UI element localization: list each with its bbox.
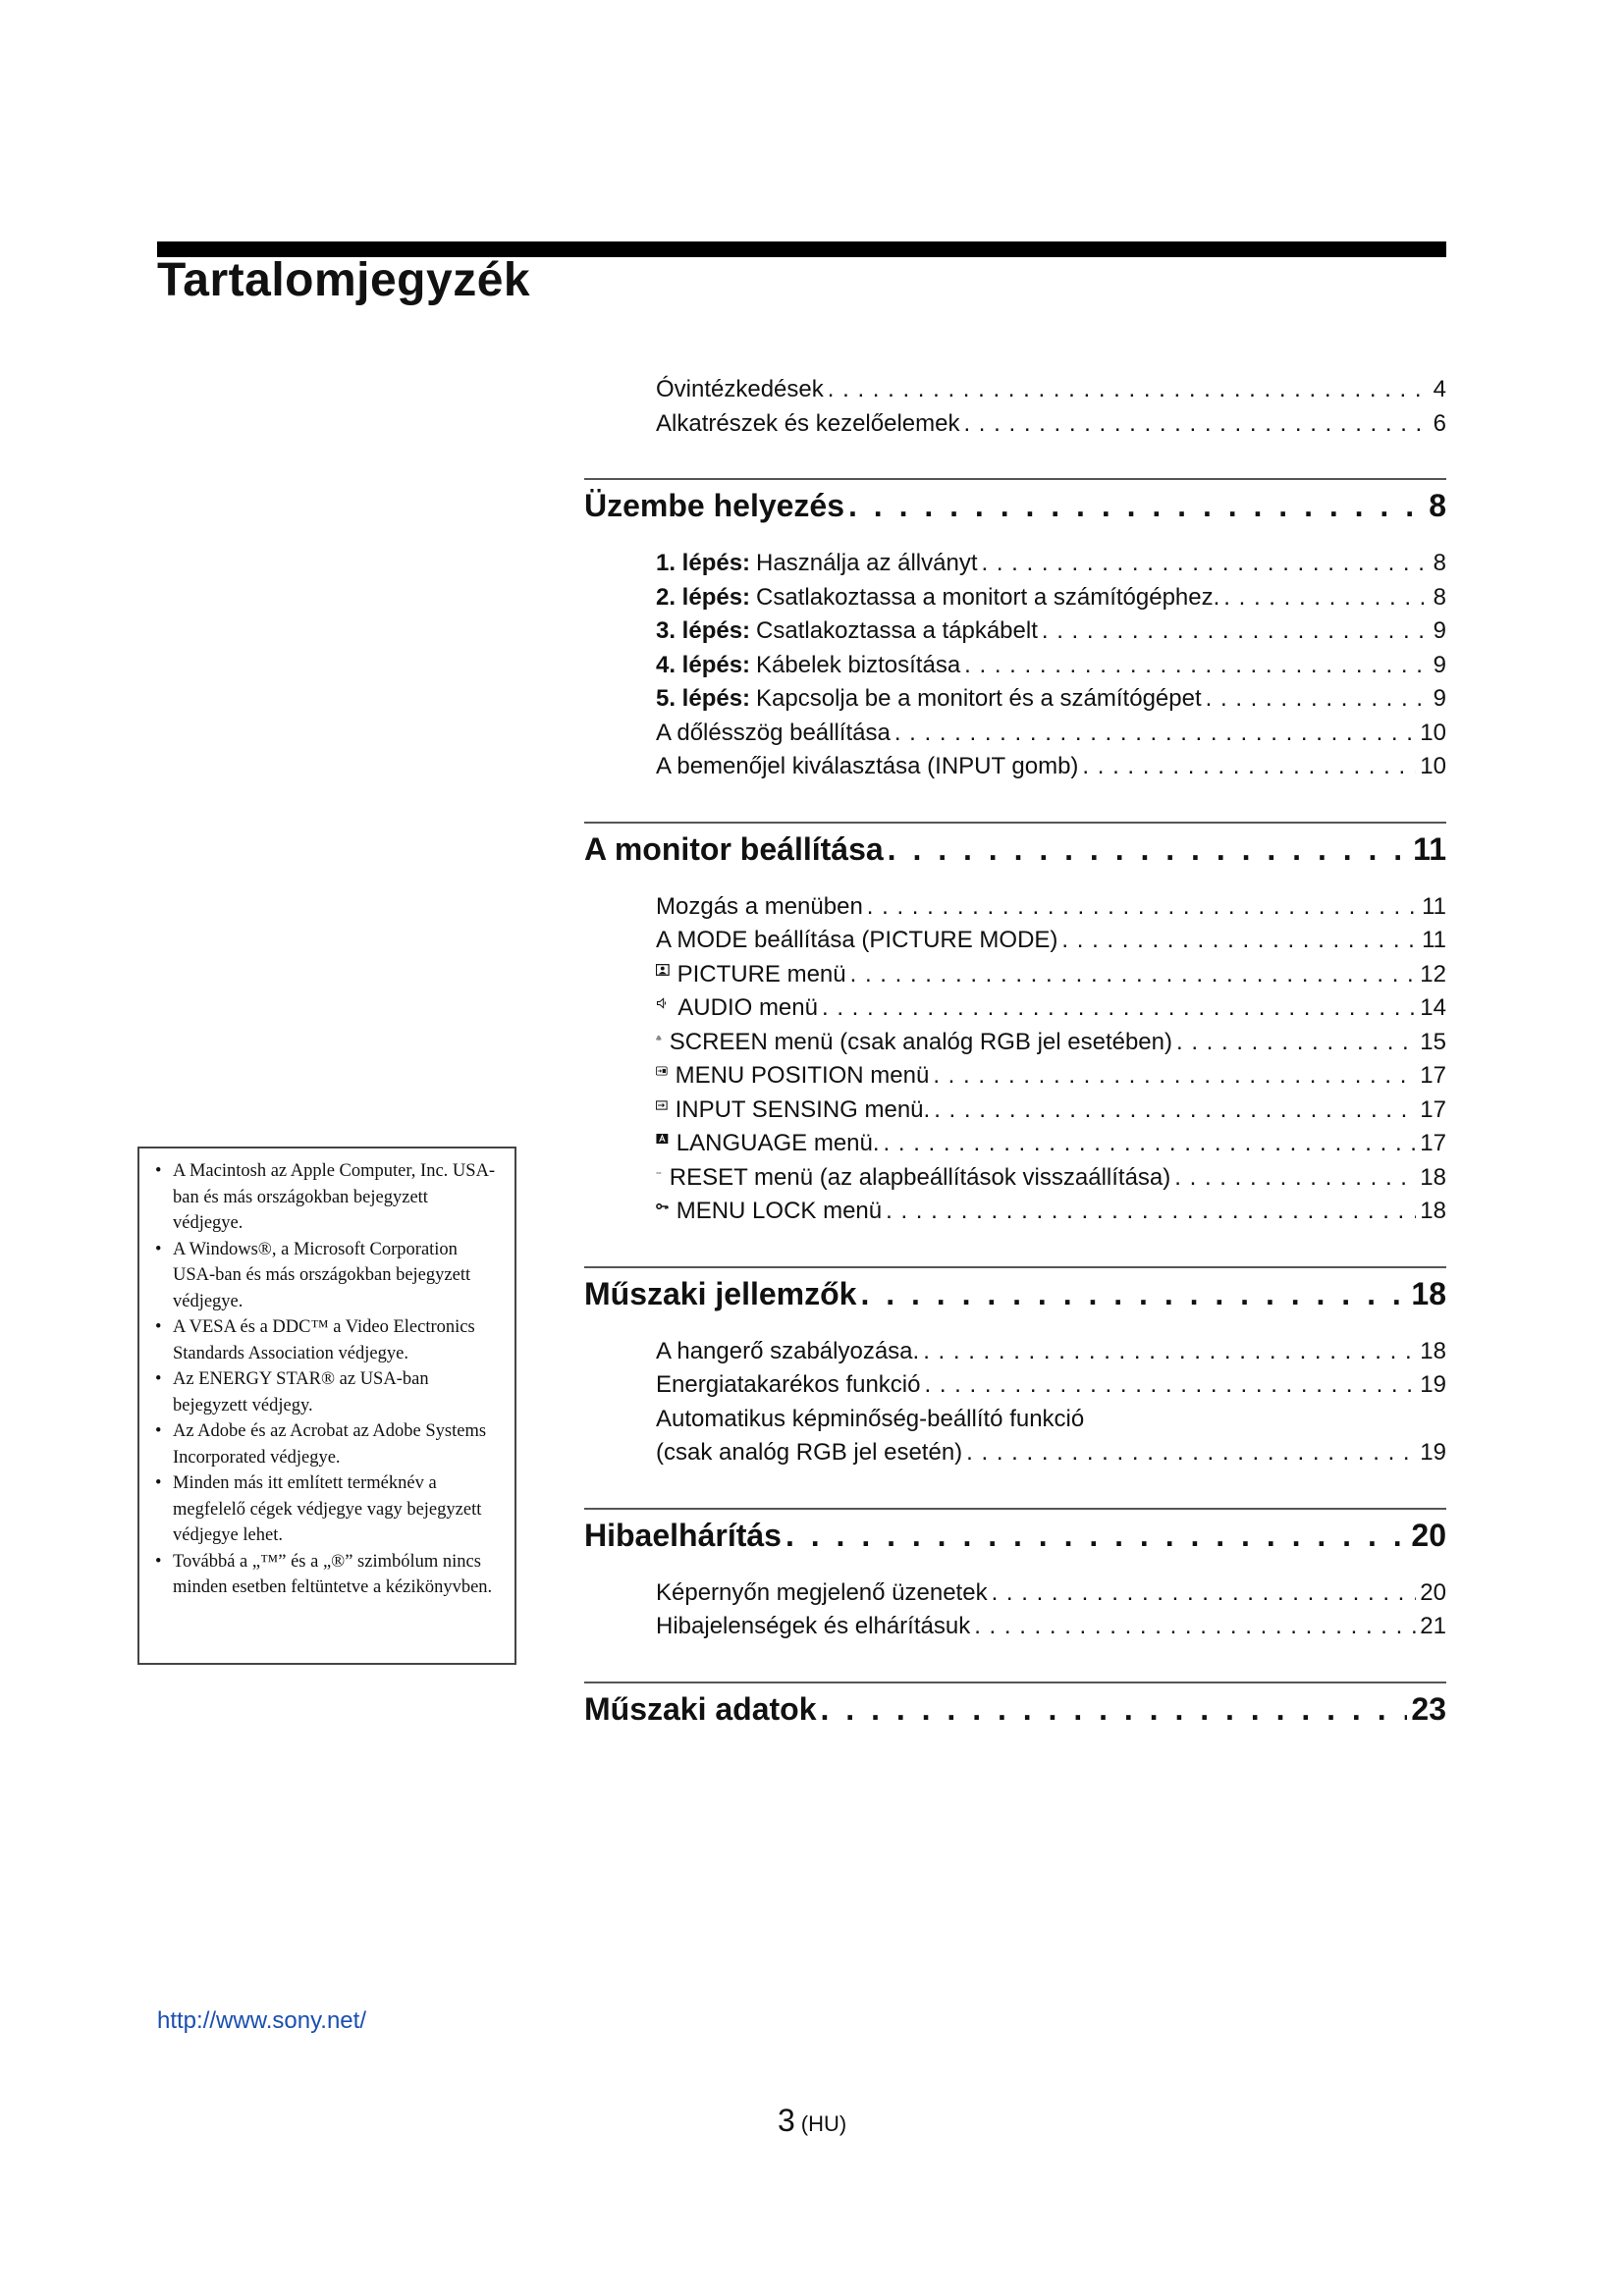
toc-page-number: 6: [1433, 409, 1446, 437]
menu-position-icon: [656, 1059, 668, 1083]
trademark-item: • A VESA és a DDC™ a Video Electronics Standards Association védjegye.: [151, 1314, 497, 1366]
screen-icon: [656, 1026, 662, 1049]
trademark-item: • A Windows®, a Microsoft Corporation USA-ban és más országokban bejegyzett védjegye.: [151, 1237, 497, 1315]
step-label: 5. lépés:: [656, 685, 751, 712]
dot-leader: [821, 1687, 1408, 1731]
dot-leader: [860, 1272, 1407, 1315]
toc-entry-title: RESET menü (az alapbeállítások visszaállítása): [669, 1163, 1171, 1191]
section-heading-title: Üzembe helyezés: [584, 488, 845, 523]
toc-section: [584, 1682, 1446, 1731]
dot-leader: [1174, 1161, 1416, 1196]
dot-leader: [1061, 924, 1418, 958]
toc-entry[interactable]: [584, 407, 1446, 442]
dot-leader: [828, 373, 1430, 407]
section-heading-title: Műszaki adatok: [584, 1690, 817, 1727]
dot-leader: [1042, 614, 1430, 649]
section-page-number: 20: [1411, 1517, 1446, 1553]
toc-page-number: 20: [1420, 1578, 1446, 1606]
toc-entry[interactable]: [584, 1195, 1446, 1229]
toc-page-number: 8: [1433, 550, 1446, 576]
section-entries: [584, 1335, 1446, 1470]
dot-leader: [867, 890, 1418, 925]
toc-page-number: 19: [1420, 1439, 1446, 1466]
section-entries: [584, 547, 1446, 784]
toc-page-number: 11: [1422, 927, 1446, 953]
dot-leader: [992, 1576, 1417, 1611]
dot-leader: [963, 407, 1429, 442]
dot-leader: [924, 1368, 1416, 1403]
dot-leader: [894, 717, 1416, 751]
toc-section: [584, 1266, 1446, 1470]
speaker-icon: [656, 991, 670, 1015]
section-heading[interactable]: [584, 822, 1446, 871]
trademark-item: • A Macintosh az Apple Computer, Inc. USA-ban és más országokban bejegyzett védjegye.: [151, 1158, 497, 1237]
trademark-item: • Minden más itt említett terméknév a megfelelő cégek védjegye vagy bejegyzett védjegye lehet.: [151, 1470, 497, 1549]
toc-entry-title: Mozgás a menüben: [656, 892, 863, 920]
dot-leader: [982, 547, 1430, 581]
toc-entry[interactable]: [584, 1335, 1446, 1369]
intro-entries: [584, 373, 1446, 441]
trademark-item: • Az Adobe és az Acrobat az Adobe Systems Incorporated védjegye.: [151, 1418, 497, 1470]
toc-page-number: 17: [1420, 1130, 1446, 1156]
toc-page-number: 18: [1420, 1198, 1446, 1224]
toc-page-number: 12: [1420, 960, 1446, 988]
dot-leader: [785, 1514, 1407, 1557]
section-entries: [584, 1576, 1446, 1644]
trademark-item: • Az ENERGY STAR® az USA-ban bejegyzett védjegy.: [151, 1366, 497, 1418]
trademark-list: [151, 1158, 497, 1601]
dot-leader: [1223, 581, 1429, 615]
toc-entry[interactable]: [584, 614, 1446, 649]
toc-entry[interactable]: [584, 890, 1446, 925]
toc-page-number: 9: [1433, 651, 1446, 678]
dot-leader: [848, 484, 1425, 527]
toc-entry-title: Automatikus képminőség-beállító funkció: [656, 1405, 1085, 1432]
dot-leader: [1176, 1026, 1416, 1060]
toc-page-number: 18: [1420, 1337, 1446, 1364]
trademark-item: • Továbbá a „™” és a „®” szimbólum nincs minden esetben feltüntetve a kézikönyvben.: [151, 1549, 497, 1601]
toc-entry[interactable]: [584, 1026, 1446, 1060]
section-heading-title: Hibaelhárítás: [584, 1517, 782, 1553]
toc-entry[interactable]: [584, 1161, 1446, 1196]
toc-entry-title: MENU POSITION menü: [675, 1062, 930, 1089]
table-of-contents: [584, 373, 1446, 1750]
toc-entry-title: PICTURE menü: [677, 960, 846, 988]
page-language: (HU): [800, 2111, 847, 2136]
toc-entry[interactable]: [584, 1403, 1446, 1437]
page-number: [778, 2103, 846, 2139]
section-page-number: 11: [1413, 830, 1446, 867]
section-page-number: 18: [1411, 1275, 1446, 1311]
toc-entry[interactable]: [584, 649, 1446, 683]
toc-entry-continuation[interactable]: [584, 1436, 1446, 1470]
toc-entry-title: Használja az állványt: [756, 550, 978, 576]
input-sensing-icon: [656, 1094, 668, 1117]
section-entries: [584, 890, 1446, 1229]
sony-website-link[interactable]: http://www.sony.net/: [157, 2007, 366, 2034]
toc-page-number: 8: [1433, 583, 1446, 611]
section-heading[interactable]: [584, 1508, 1446, 1557]
toc-entry-title: Csatlakoztassa a tápkábelt: [756, 617, 1038, 644]
reset-icon: [656, 1161, 662, 1185]
key-icon: [656, 1195, 669, 1218]
toc-entry[interactable]: [584, 750, 1446, 784]
toc-page-number: 19: [1420, 1371, 1446, 1398]
toc-entry[interactable]: [584, 1127, 1446, 1161]
dot-leader: [822, 991, 1416, 1026]
dot-leader: [966, 1436, 1416, 1470]
dot-leader: [884, 1127, 1417, 1161]
toc-page-number: 11: [1422, 892, 1446, 920]
picture-icon: [656, 958, 670, 982]
toc-entry-title: Óvintézkedések: [656, 376, 824, 402]
toc-entry-title: SCREEN menü (csak analóg RGB jel esetében): [669, 1028, 1172, 1055]
toc-entry-title: Energiatakarékos funkció: [656, 1371, 921, 1398]
toc-entry-title: AUDIO menü: [677, 994, 818, 1021]
step-label: 4. lépés:: [656, 651, 751, 678]
section-heading-title: Műszaki jellemzők: [584, 1275, 857, 1311]
toc-section: [584, 1508, 1446, 1644]
toc-entry[interactable]: [584, 717, 1446, 751]
toc-entry-title: MENU LOCK menü: [676, 1198, 883, 1224]
dot-leader: [933, 1059, 1416, 1094]
toc-entry-title: A hangerő szabályozása.: [656, 1337, 920, 1364]
toc-entry-title: (csak analóg RGB jel esetén): [656, 1439, 963, 1466]
dot-leader: [1082, 750, 1416, 784]
section-heading-title: A monitor beállítása: [584, 830, 884, 867]
section-page-number: 23: [1411, 1690, 1446, 1727]
dot-leader: [850, 958, 1417, 992]
toc-entry[interactable]: [584, 958, 1446, 992]
toc-section: [584, 478, 1446, 784]
dot-leader: [934, 1094, 1416, 1128]
toc-entry[interactable]: [584, 682, 1446, 717]
toc-entry-title: Kábelek biztosítása: [756, 651, 961, 678]
toc-entry-title: Alkatrészek és kezelőelemek: [656, 409, 960, 437]
toc-page-number: 17: [1420, 1062, 1446, 1089]
toc-entry-title: Csatlakoztassa a monitort a számítógéphez.: [756, 583, 1220, 611]
toc-page-number: 10: [1420, 719, 1446, 746]
toc-entry[interactable]: [584, 1368, 1446, 1403]
step-label: 2. lépés:: [656, 583, 751, 611]
dot-leader: [964, 649, 1429, 683]
toc-entry-title: A MODE beállítása (PICTURE MODE): [656, 927, 1058, 953]
step-label: 1. lépés:: [656, 550, 751, 576]
toc-page-number: 9: [1433, 685, 1446, 712]
dot-leader: [1206, 682, 1430, 717]
step-label: 3. lépés:: [656, 617, 751, 644]
toc-page-number: 18: [1420, 1163, 1446, 1191]
toc-entry[interactable]: [584, 373, 1446, 407]
toc-section: [584, 822, 1446, 1229]
toc-entry[interactable]: [584, 1610, 1446, 1644]
toc-page-number: 10: [1420, 753, 1446, 779]
toc-entry-title: Hibajelenségek és elhárításuk: [656, 1613, 971, 1639]
language-icon: [656, 1127, 669, 1150]
toc-sections: [584, 478, 1446, 1731]
toc-page-number: 4: [1433, 376, 1446, 402]
toc-entry-title: Kapcsolja be a monitort és a számítógépet: [756, 685, 1202, 712]
section-page-number: 8: [1429, 488, 1446, 523]
toc-entry-title: A bemenőjel kiválasztása (INPUT gomb): [656, 753, 1079, 779]
dot-leader: [923, 1335, 1416, 1369]
toc-entry-title: INPUT SENSING menü.: [675, 1095, 931, 1123]
toc-entry-title: Képernyőn megjelenő üzenetek: [656, 1578, 988, 1606]
toc-entry[interactable]: [584, 547, 1446, 581]
dot-leader: [888, 828, 1410, 871]
trademark-notice: [137, 1147, 516, 1665]
toc-entry[interactable]: [584, 581, 1446, 615]
toc-page-number: 14: [1420, 994, 1446, 1021]
toc-entry-title: A dőlésszög beállítása: [656, 719, 891, 746]
dot-leader: [974, 1610, 1416, 1644]
toc-entry[interactable]: [584, 1059, 1446, 1094]
toc-entry[interactable]: [584, 1094, 1446, 1128]
toc-page-number: 21: [1420, 1613, 1446, 1639]
toc-page-number: 15: [1420, 1028, 1446, 1055]
toc-entry[interactable]: [584, 1576, 1446, 1611]
toc-entry-title: LANGUAGE menü.: [676, 1130, 880, 1156]
page-number-value: 3: [778, 2103, 795, 2138]
dot-leader: [886, 1195, 1416, 1229]
section-heading[interactable]: [584, 1266, 1446, 1315]
toc-entry[interactable]: [584, 924, 1446, 958]
toc-page-number: 9: [1433, 617, 1446, 644]
toc-entry[interactable]: [584, 991, 1446, 1026]
page-title: Tartalomjegyzék: [157, 254, 531, 306]
section-heading[interactable]: [584, 1682, 1446, 1731]
toc-page-number: 17: [1420, 1095, 1446, 1123]
section-heading[interactable]: [584, 478, 1446, 527]
